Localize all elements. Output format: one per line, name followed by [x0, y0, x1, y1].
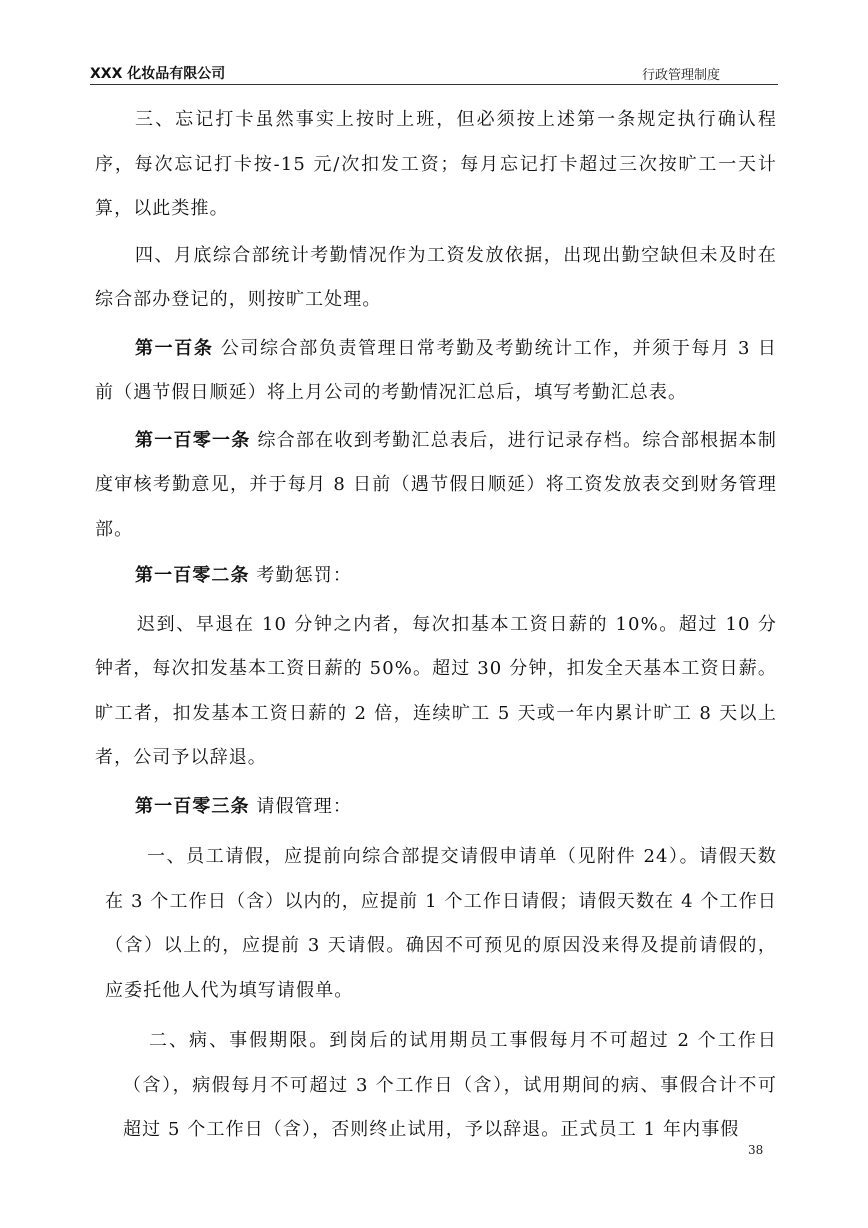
document-title: 行政管理制度	[641, 68, 720, 83]
paragraph	[95, 603, 777, 781]
paragraph-text: 公司综合部负责管理日常考勤及考勤统计工作，并须于每月 3 日前（遇节假日顺延）将上月公司的考勤情况汇总后，填写考勤汇总表。	[95, 337, 777, 403]
paragraph	[95, 835, 777, 1013]
company-name: XXX 化妆品有限公司	[90, 66, 226, 82]
paragraph	[95, 98, 777, 232]
article-number: 第一百零一条	[135, 429, 251, 451]
article-paragraph	[95, 419, 777, 553]
paragraph	[95, 234, 777, 323]
paragraph	[95, 1019, 777, 1153]
article-paragraph	[95, 554, 777, 599]
paragraph-text: 迟到、早退在 10 分钟之内者，每次扣基本工资日薪的 10%。超过 10 分钟者，每次扣发基本工资日薪的 50%。超过 30 分钟，扣发全天基本工资日薪。旷工者，扣发基本工资日薪的 2 倍，连续旷工 5 天或一年内累计旷工 8 天以上者，公司予以辞退。	[95, 613, 777, 768]
paragraph-text: 二、病、事假期限。到岗后的试用期员工事假每月不可超过 2 个工作日（含），病假每月不可超过 3 个工作日（含），试用期间的病、事假合计不可超过 5 个工作日（含），否则终止试用，予以辞退。正式员工 1 年内事假	[123, 1030, 777, 1140]
page-header	[90, 62, 778, 85]
paragraph-text: 一、员工请假，应提前向综合部提交请假申请单（见附件 24）。请假天数在 3 个工作日（含）以内的，应提前 1 个工作日请假；请假天数在 4 个工作日（含）以上的，应提前 3 天请假。确因不可预见的原因没来得及提前请假的，应委托他人代为填写请假单。	[105, 846, 777, 1001]
page-number: 38	[748, 1143, 764, 1157]
article-number: 第一百零三条	[135, 795, 250, 817]
paragraph-text: 综合部在收到考勤汇总表后，进行记录存档。综合部根据本制度审核考勤意见，并于每月 8 日前（遇节假日顺延）将工资发放表交到财务管理部。	[95, 429, 777, 540]
article-paragraph	[95, 327, 777, 416]
article-number: 第一百零二条	[135, 565, 250, 586]
paragraph-text: 考勤惩罚：	[249, 565, 352, 586]
paragraph-text: 请假管理：	[249, 795, 352, 817]
paragraph-text: 四、月底综合部统计考勤情况作为工资发放依据，出现出勤空缺但未及时在综合部办登记的，则按旷工处理。	[95, 244, 777, 310]
article-number: 第一百条	[135, 337, 214, 359]
document-body	[95, 98, 777, 1153]
paragraph-text: 三、忘记打卡虽然事实上按时上班，但必须按上述第一条规定执行确认程序，每次忘记打卡按-15 元/次扣发工资；每月忘记打卡超过三次按旷工一天计算，以此类推。	[95, 109, 777, 219]
article-paragraph	[95, 785, 777, 830]
